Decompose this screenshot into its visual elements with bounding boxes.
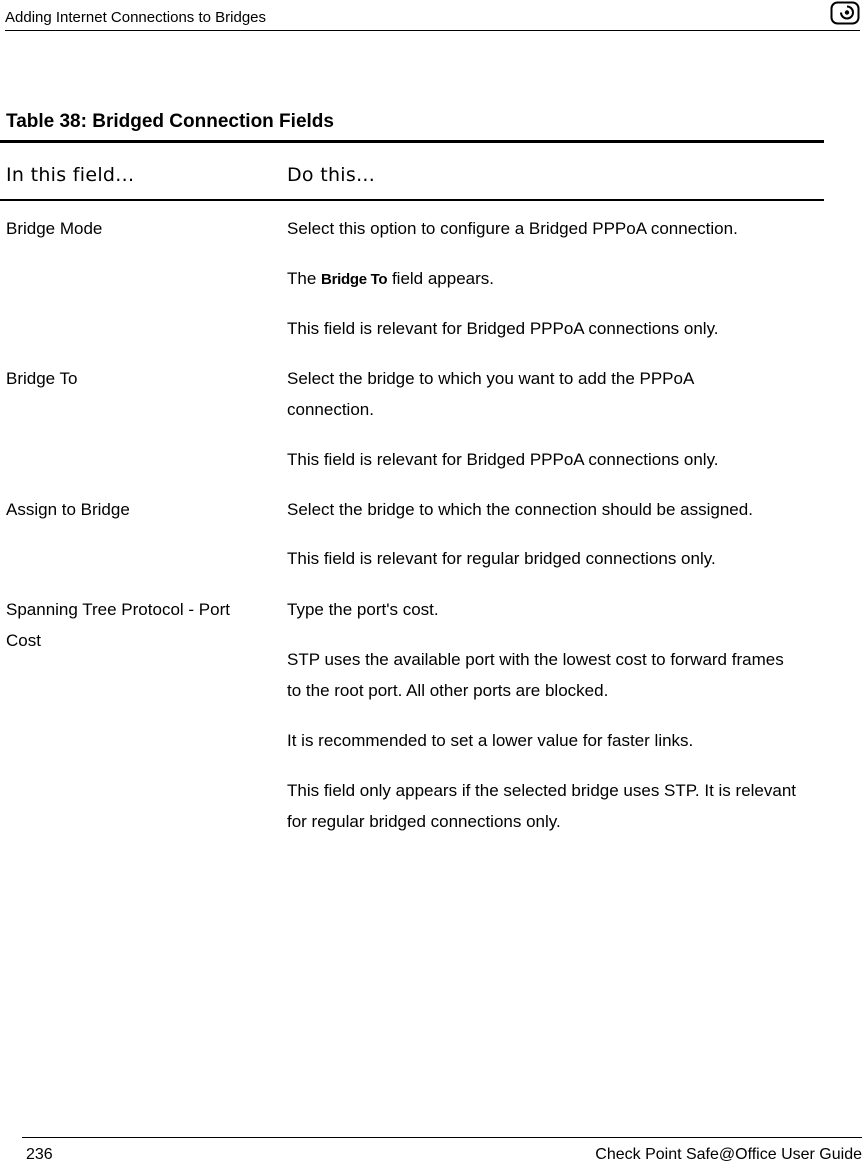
row-text: Type the port's cost. xyxy=(287,600,439,619)
row-text: This field is relevant for Bridged PPPoA connections only. xyxy=(287,450,719,469)
row-text: It is recommended to set a lower value for faster links. xyxy=(287,731,694,750)
check-point-logo-icon xyxy=(830,1,860,25)
row-field-bridge-mode: Bridge Mode xyxy=(6,219,103,238)
row-text: STP uses the available port with the lowest cost to forward frames to the root port. All other ports are blocked. xyxy=(287,650,784,700)
row-text: Select the bridge to which the connection should be assigned. xyxy=(287,500,753,519)
row-text: This field only appears if the selected bridge uses STP. It is relevant for regular bridged connections only. xyxy=(287,781,797,831)
column-header-action: Do this... xyxy=(287,164,376,186)
row-field-bridge-to: Bridge To xyxy=(6,369,78,388)
ui-term: Bridge To xyxy=(321,271,388,288)
table-caption: Table 38: Bridged Connection Fields xyxy=(6,111,334,132)
column-header-field: In this field... xyxy=(6,164,135,186)
guide-title: Check Point Safe@Office User Guide xyxy=(595,1146,862,1163)
page-footer xyxy=(22,1137,862,1164)
header-title: Adding Internet Connections to Bridges xyxy=(5,9,266,26)
row-field-assign-to-bridge: Assign to Bridge xyxy=(6,500,130,519)
row-text: Select this option to configure a Bridged PPPoA connection. xyxy=(287,219,738,238)
row-field-stp-port-cost: Spanning Tree Protocol - Port Cost xyxy=(6,600,230,650)
row-text: This field is relevant for Bridged PPPoA connections only. xyxy=(287,319,719,338)
row-text: This field is relevant for regular bridged connections only. xyxy=(287,549,716,568)
row-text: The Bridge To field appears. xyxy=(287,269,495,288)
table-header-rule xyxy=(0,199,824,201)
table-top-rule xyxy=(0,140,824,143)
row-text: Select the bridge to which you want to add the PPPoA connection. xyxy=(287,369,694,419)
page-number: 236 xyxy=(26,1146,53,1163)
page-header xyxy=(5,8,860,31)
